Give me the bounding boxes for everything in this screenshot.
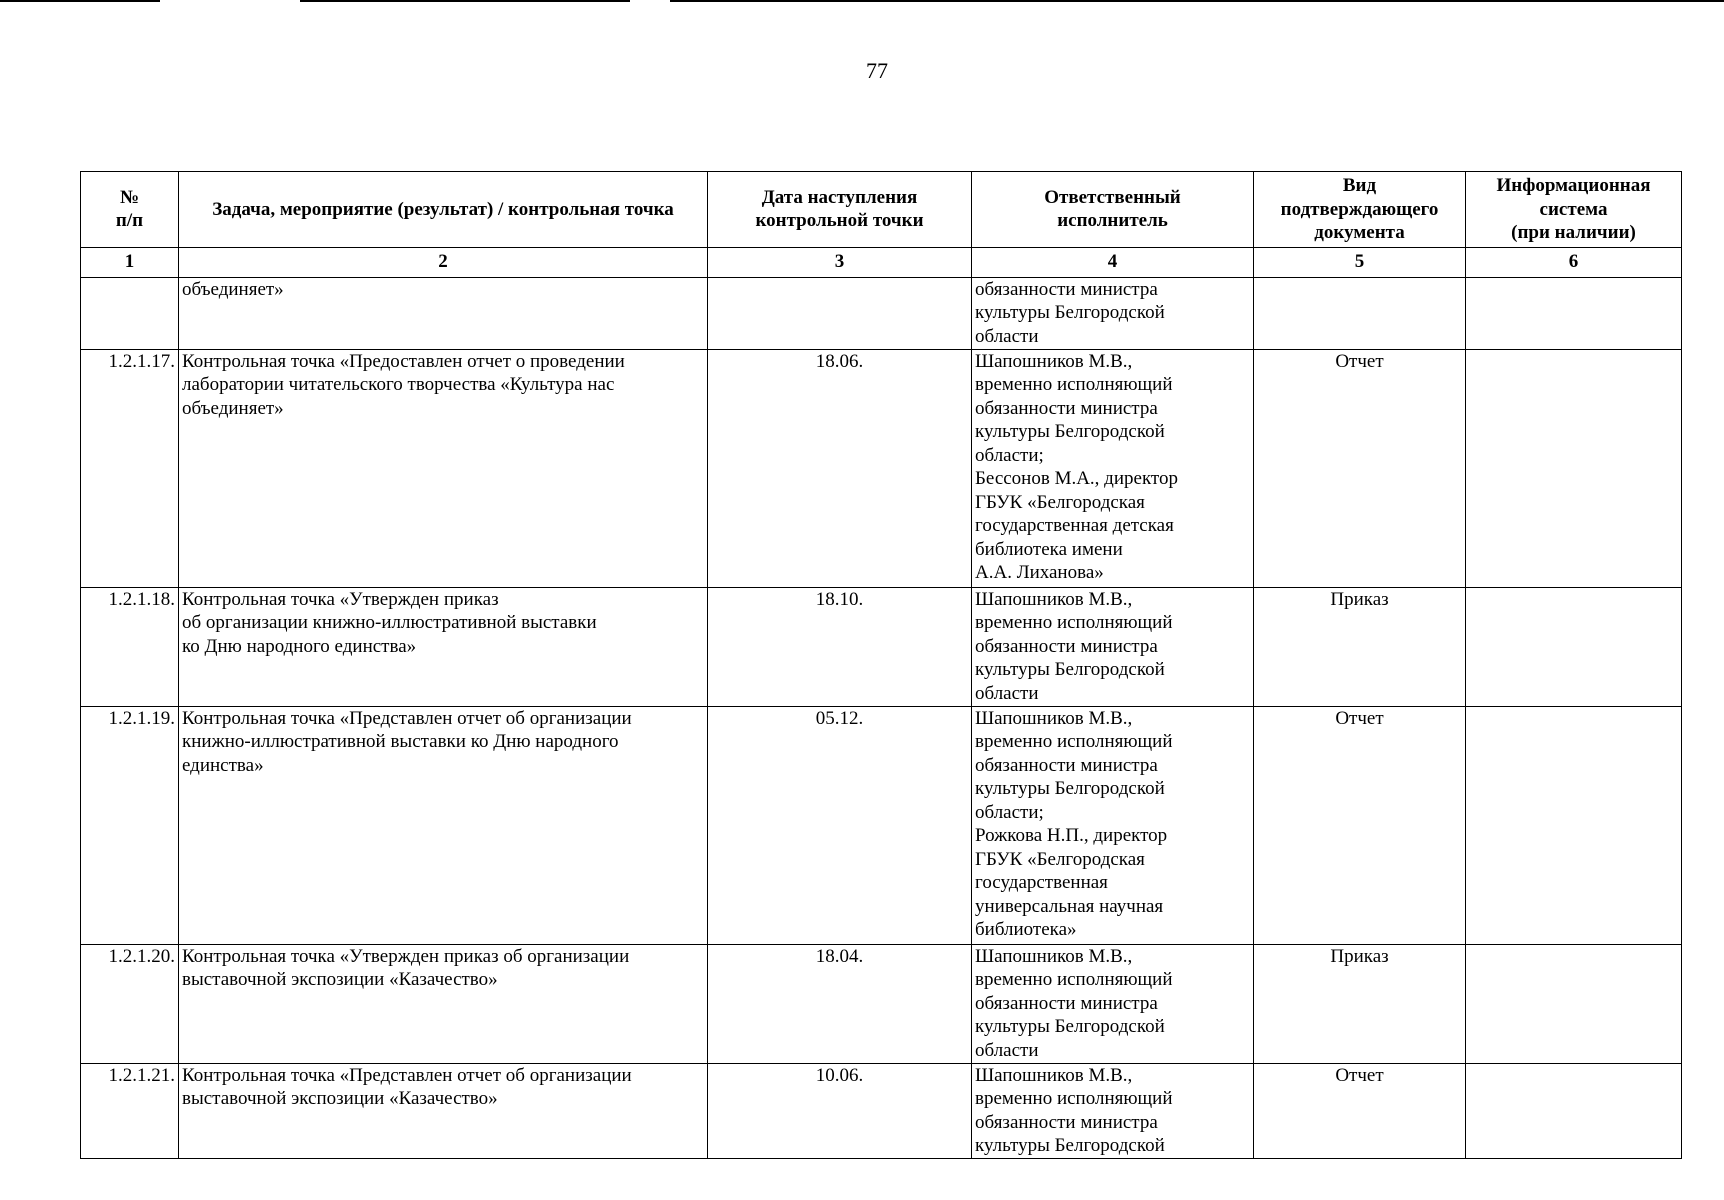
row-system: [1466, 1063, 1682, 1158]
column-number: 3: [708, 247, 972, 277]
row-task: объединяет»: [179, 277, 708, 349]
row-document: Приказ: [1254, 944, 1466, 1063]
row-system: [1466, 944, 1682, 1063]
row-number: 1.2.1.18.: [81, 587, 179, 706]
row-date: 18.04.: [708, 944, 972, 1063]
row-date: 10.06.: [708, 1063, 972, 1158]
row-task: Контрольная точка «Утвержден приказ об организации выставочной экспозиции «Казачество»: [179, 944, 708, 1063]
row-number: 1.2.1.17.: [81, 349, 179, 587]
row-system: [1466, 277, 1682, 349]
row-document: [1254, 277, 1466, 349]
header-date: Дата наступления контрольной точки: [708, 172, 972, 248]
header-task: Задача, мероприятие (результат) / контрольная точка: [179, 172, 708, 248]
row-date: 05.12.: [708, 706, 972, 944]
table-body: [81, 277, 1682, 1158]
row-date: 18.06.: [708, 349, 972, 587]
top-rule-right: [670, 0, 1724, 2]
row-number: 1.2.1.21.: [81, 1063, 179, 1158]
row-responsible: Шапошников М.В., временно исполняющий обязанности министра культуры Белгородской: [972, 1063, 1254, 1158]
row-task: Контрольная точка «Утвержден приказ об организации книжно-иллюстративной выставки ко Дню народного единства»: [179, 587, 708, 706]
row-document: Отчет: [1254, 1063, 1466, 1158]
row-document: Отчет: [1254, 349, 1466, 587]
row-task: Контрольная точка «Представлен отчет об организации книжно-иллюстративной выставки ко Дню народного единства»: [179, 706, 708, 944]
row-number: 1.2.1.20.: [81, 944, 179, 1063]
row-system: [1466, 706, 1682, 944]
row-responsible: Шапошников М.В., временно исполняющий обязанности министра культуры Белгородской области; Рожкова Н.П., директор ГБУК «Белгородская государственная универсальная научная библиотека»: [972, 706, 1254, 944]
table-row: [81, 349, 1682, 587]
table-row: [81, 1063, 1682, 1158]
header-responsible: Ответственный исполнитель: [972, 172, 1254, 248]
column-number: 4: [972, 247, 1254, 277]
row-responsible: Шапошников М.В., временно исполняющий обязанности министра культуры Белгородской области; Бессонов М.А., директор ГБУК «Белгородская государственная детская библиотека имени А.А. Лиханова»: [972, 349, 1254, 587]
row-system: [1466, 587, 1682, 706]
column-number: 1: [81, 247, 179, 277]
table-row: [81, 277, 1682, 349]
table-row: [81, 587, 1682, 706]
column-number: 5: [1254, 247, 1466, 277]
row-date: [708, 277, 972, 349]
table-row: [81, 944, 1682, 1063]
header-row: [81, 172, 1682, 248]
column-number: 6: [1466, 247, 1682, 277]
top-rule-mid: [300, 0, 630, 2]
column-number-row: [81, 247, 1682, 277]
row-task: Контрольная точка «Предоставлен отчет о проведении лаборатории читательского творчества «Культура нас объединяет»: [179, 349, 708, 587]
row-document: Отчет: [1254, 706, 1466, 944]
top-rule-left: [0, 0, 160, 2]
row-responsible: Шапошников М.В., временно исполняющий обязанности министра культуры Белгородской области: [972, 587, 1254, 706]
page-number: 77: [866, 58, 888, 83]
row-number: 1.2.1.19.: [81, 706, 179, 944]
row-date: 18.10.: [708, 587, 972, 706]
row-document: Приказ: [1254, 587, 1466, 706]
row-task: Контрольная точка «Представлен отчет об организации выставочной экспозиции «Казачество»: [179, 1063, 708, 1158]
header-system: Информационная система (при наличии): [1466, 172, 1682, 248]
column-number: 2: [179, 247, 708, 277]
row-number: [81, 277, 179, 349]
plan-table: [80, 171, 1682, 1159]
row-responsible: обязанности министра культуры Белгородской области: [972, 277, 1254, 349]
header-document: Вид подтверждающего документа: [1254, 172, 1466, 248]
row-responsible: Шапошников М.В., временно исполняющий обязанности министра культуры Белгородской области: [972, 944, 1254, 1063]
header-number: № п/п: [81, 172, 179, 248]
table-row: [81, 706, 1682, 944]
row-system: [1466, 349, 1682, 587]
